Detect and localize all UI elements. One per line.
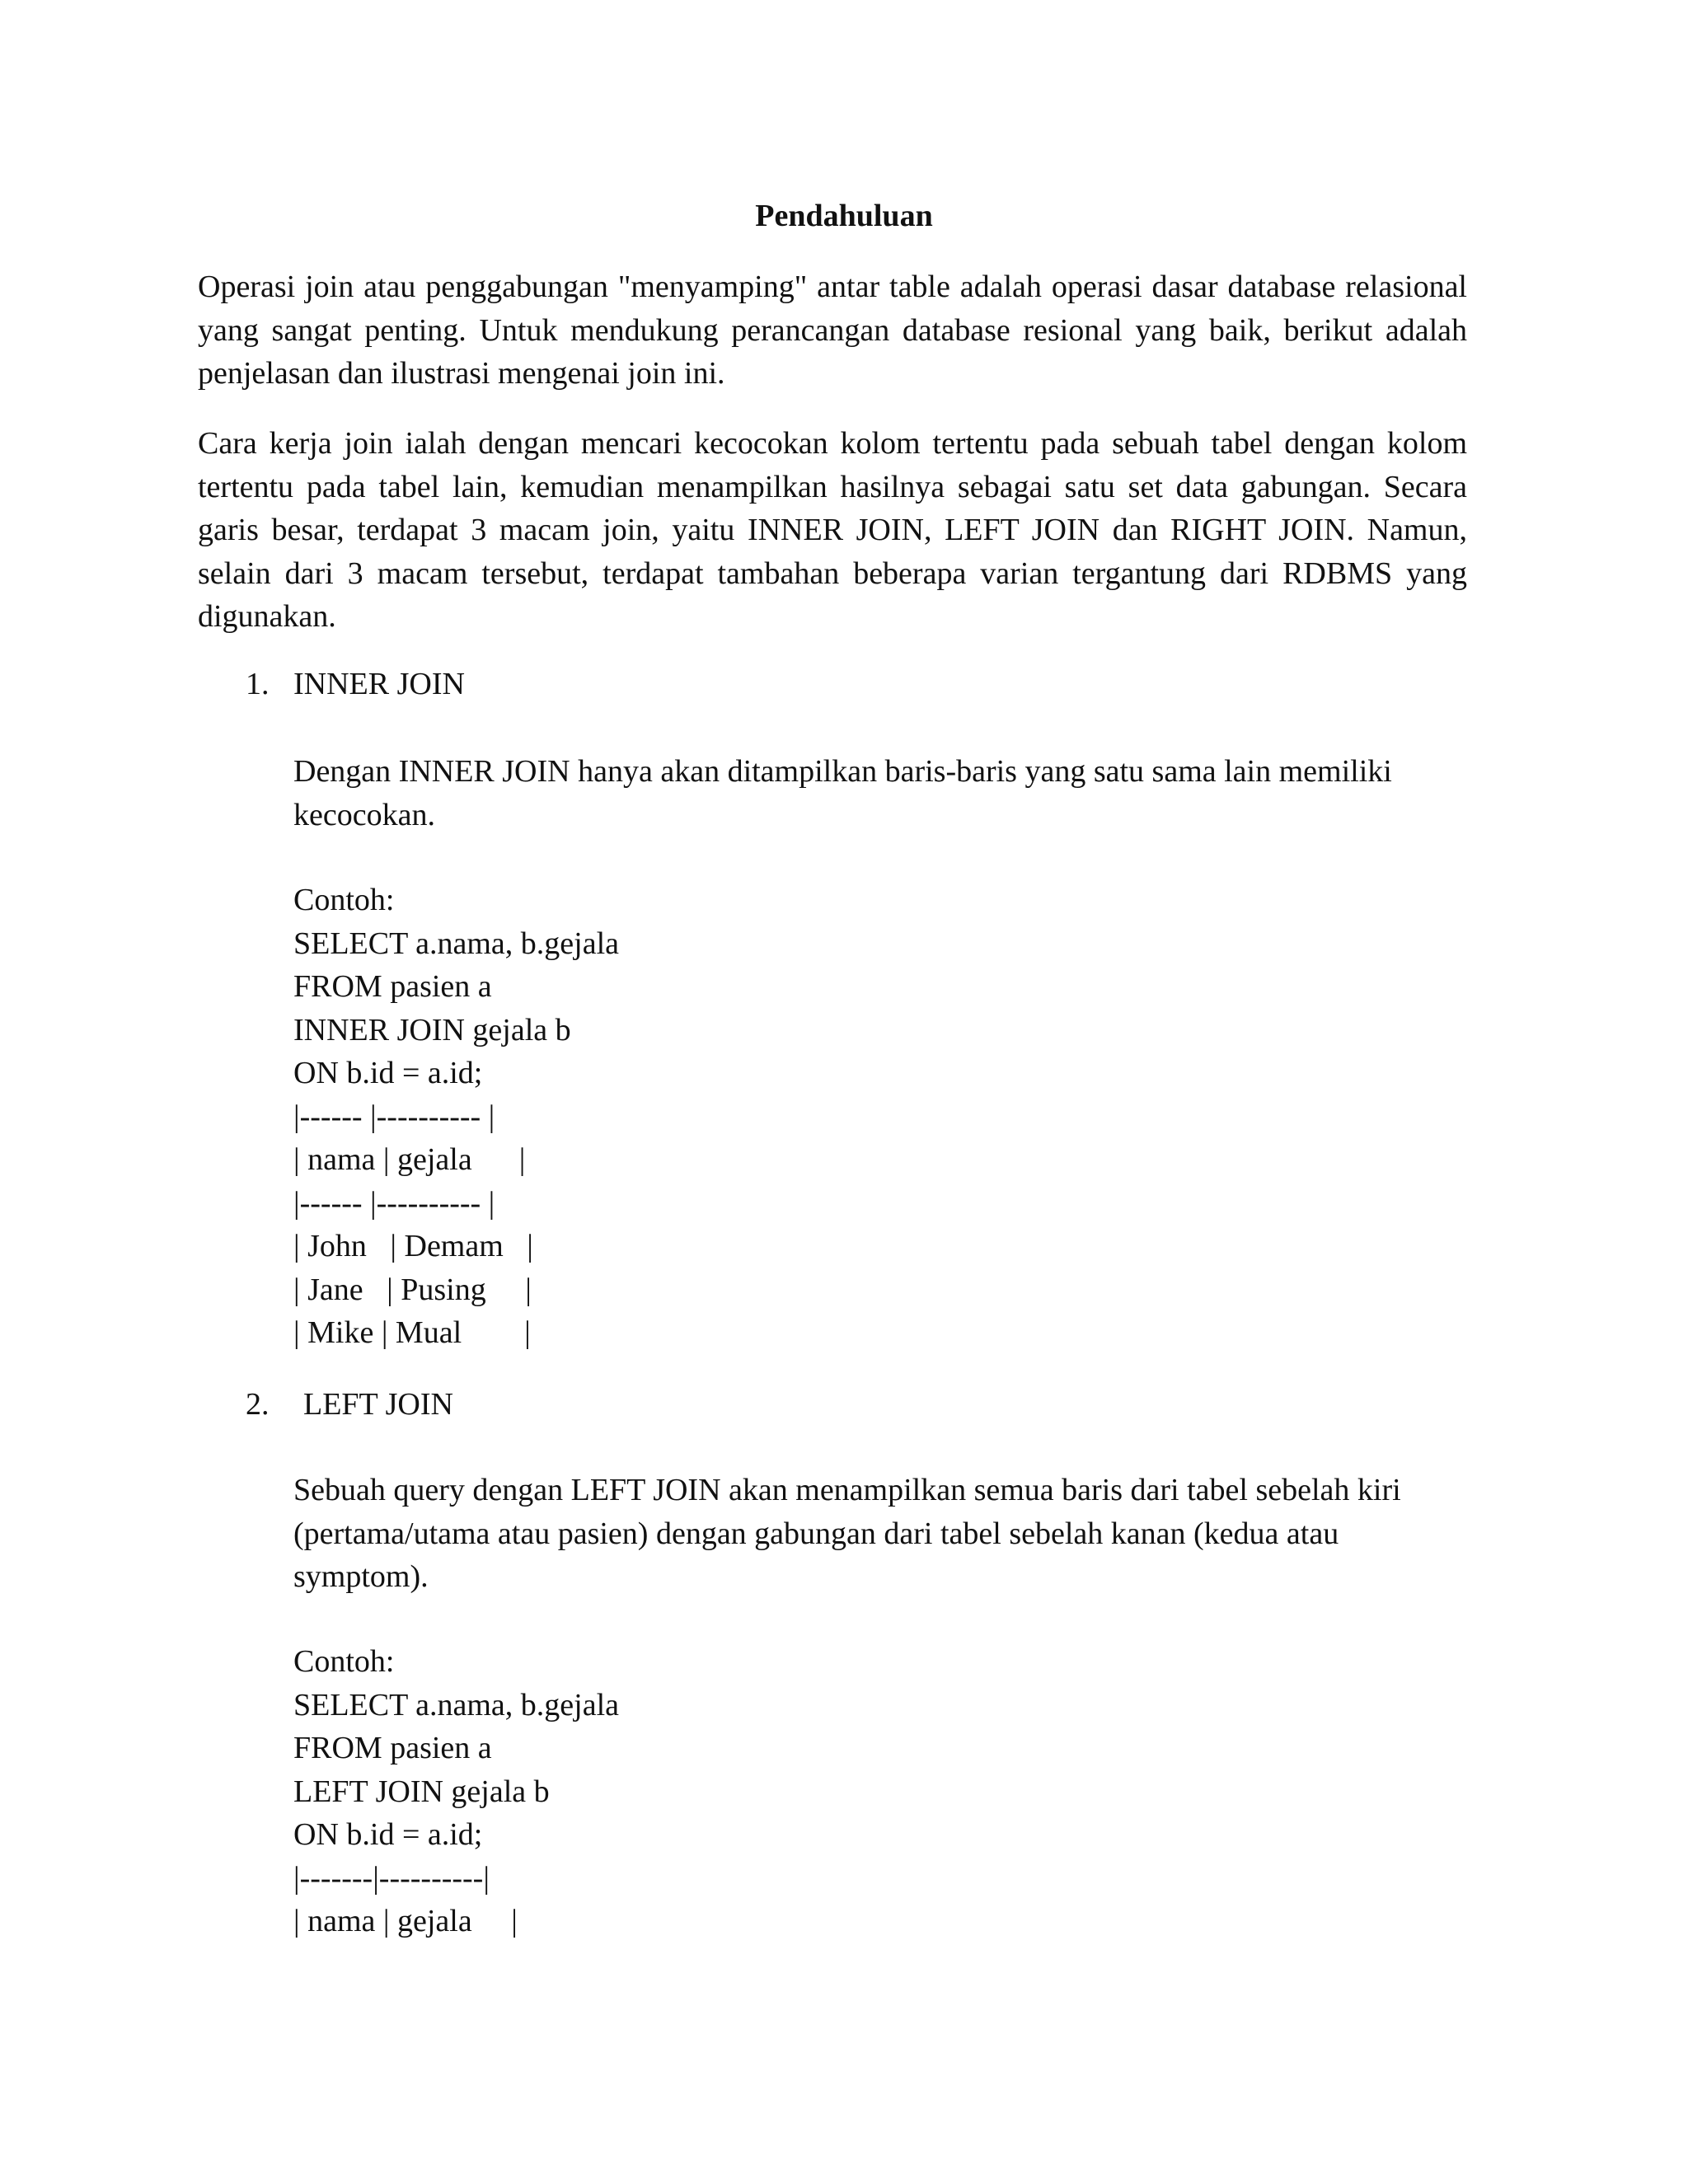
result-table-line: | nama | gejala | bbox=[293, 1142, 526, 1177]
inner-join-example bbox=[293, 879, 619, 1355]
example-label: Contoh: bbox=[293, 883, 395, 917]
code-line: ON b.id = a.id; bbox=[293, 1056, 483, 1090]
example-label: Contoh: bbox=[293, 1644, 395, 1679]
left-join-description: Sebuah query dengan LEFT JOIN akan menampilkan semua baris dari tabel sebelah kiri (pertama/utama atau pasien) dengan gabungan dari tabel sebelah kanan (kedua atau symptom). bbox=[293, 1473, 1401, 1594]
code-line: SELECT a.nama, b.gejala bbox=[293, 1687, 620, 1722]
code-line: INNER JOIN gejala b bbox=[293, 1012, 571, 1047]
result-table-line: | Mike | Mual | bbox=[293, 1315, 531, 1350]
page-title: Pendahuluan bbox=[755, 199, 933, 233]
result-table-line: | Jane | Pusing | bbox=[293, 1272, 532, 1307]
result-table-line: | John | Demam | bbox=[293, 1229, 533, 1263]
result-table-line: |-------|----------| bbox=[293, 1860, 490, 1896]
code-line: FROM pasien a bbox=[293, 969, 492, 1004]
inner-join-description: Dengan INNER JOIN hanya akan ditampilkan baris-baris yang satu sama lain memiliki kecocokan. bbox=[293, 754, 1392, 832]
result-table-line: |------ |---------- | bbox=[293, 1185, 495, 1221]
code-line: SELECT a.nama, b.gejala bbox=[293, 926, 620, 961]
list-heading-inner-join: INNER JOIN bbox=[293, 667, 465, 701]
intro-paragraph: Operasi join atau penggabungan "menyamping" antar table adalah operasi dasar database relasional yang sangat penting. Untuk mendukung perancangan database resional yang baik, berikut adalah penjelasan dan ilustrasi mengenai join ini. bbox=[198, 269, 1467, 391]
list-number-1: 1. bbox=[246, 667, 270, 701]
code-line: ON b.id = a.id; bbox=[293, 1817, 483, 1852]
list-number-2: 2. bbox=[246, 1387, 270, 1422]
result-table-line: | nama | gejala | bbox=[293, 1904, 518, 1938]
list-heading-left-join: LEFT JOIN bbox=[303, 1387, 453, 1422]
left-join-example bbox=[293, 1640, 619, 1943]
result-table-line: |------ |---------- | bbox=[293, 1099, 495, 1134]
code-line: LEFT JOIN gejala b bbox=[293, 1774, 550, 1809]
code-line: FROM pasien a bbox=[293, 1731, 492, 1765]
join-explanation-paragraph: Cara kerja join ialah dengan mencari kecocokan kolom tertentu pada sebuah tabel dengan kolom tertentu pada tabel lain, kemudian menampilkan hasilnya sebagai satu set data gabungan. Secara garis besar, terdapat 3 macam join, yaitu INNER JOIN, LEFT JOIN dan RIGHT JOIN. Namun, selain dari 3 macam tersebut, terdapat tambahan beberapa varian tergantung dari RDBMS yang digunakan. bbox=[198, 426, 1467, 634]
